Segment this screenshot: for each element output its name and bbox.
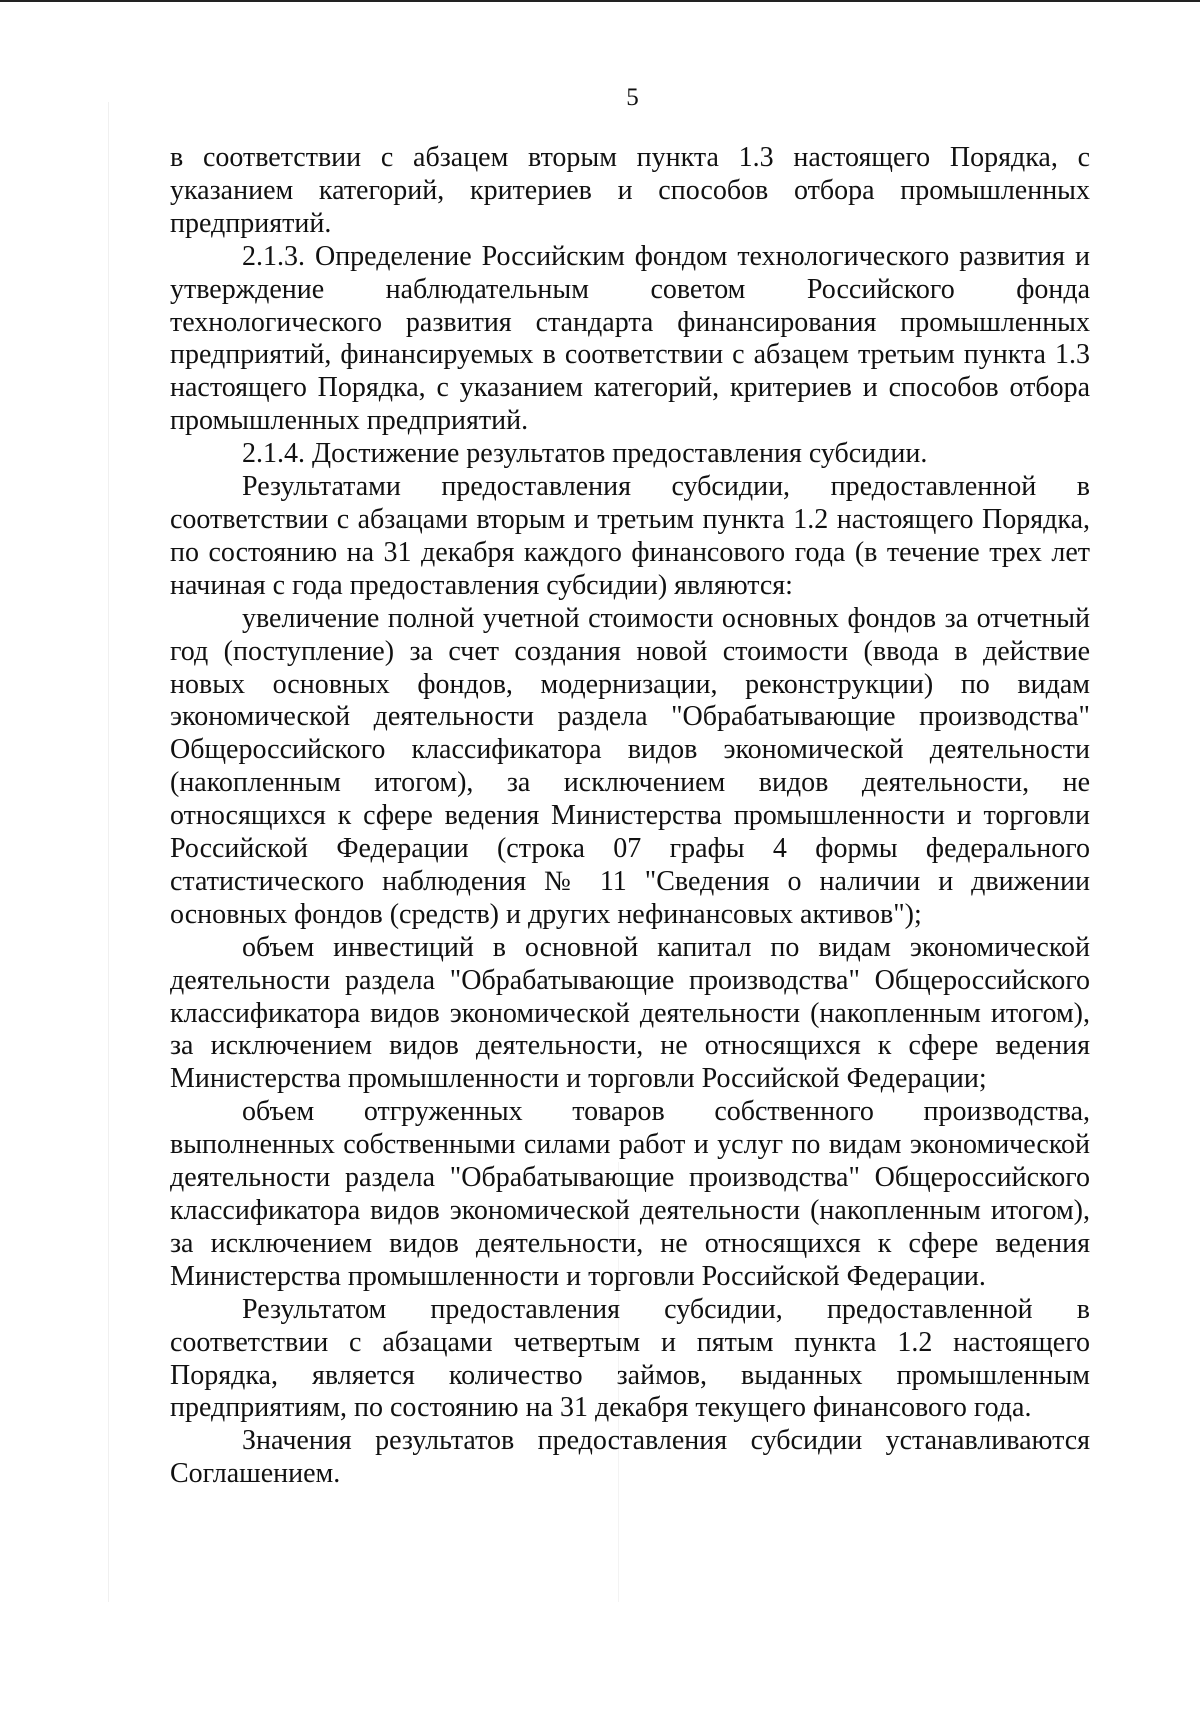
document-body xyxy=(170,142,1090,1491)
paragraph: Результатом предоставления субсидии, предоставленной в соответствии с абзацами четвертым и пятым пункта 1.2 настоящего Порядка, является количество займов, выданных промышленным предприятиям, по состоянию на 31 декабря текущего финансового года. xyxy=(170,1293,1090,1424)
page-number: 5 xyxy=(626,84,639,111)
paragraph: Результатами предоставления субсидии, предоставленной в соответствии с абзацами вторым и третьим пункта 1.2 настоящего Порядка, по состоянию на 31 декабря каждого финансового года (в течение трех лет начиная с года предоставления субсидии) являются: xyxy=(170,471,1090,601)
paragraph: объем отгруженных товаров собственного производства, выполненных собственными силами работ и услуг по видам экономической деятельности раздела "Обрабатывающие производства" Общероссийского классификатора видов экономической деятельности (накопленным итогом), за исключением видов деятельности, не относящихся к сфере ведения Министерства промышленности и торговли Российской Федерации. xyxy=(170,1096,1090,1292)
paragraph: в соответствии с абзацем вторым пункта 1.3 настоящего Порядка, с указанием категорий, критериев и способов отбора промышленных предприятий. xyxy=(170,142,1090,239)
paragraph: объем инвестиций в основной капитал по видам экономической деятельности раздела "Обрабатывающие производства" Общероссийского классификатора видов экономической деятельности (накопленным итогом), за исключением видов деятельности, не относящихся к сфере ведения Министерства промышленности и торговли Российской Федерации; xyxy=(170,931,1090,1095)
scan-artifact-line xyxy=(108,102,109,1602)
paragraph: 2.1.3. Определение Российским фондом технологического развития и утверждение наблюдательным советом Российского фонда технологического развития стандарта финансирования промышленных предприятий, финансируемых в соответствии с абзацем третьим пункта 1.3 настоящего Порядка, с указанием категорий, критериев и способов отбора промышленных предприятий. xyxy=(170,240,1090,437)
paragraph: увеличение полной учетной стоимости основных фондов за отчетный год (поступление) за счет создания новой стоимости (ввода в действие новых основных фондов, модернизации, реконструкции) по видам экономической деятельности раздела "Обрабатывающие производства" Общероссийского классификатора видов экономической деятельности (накопленным итогом), за исключением видов деятельности, не относящихся к сфере ведения Министерства промышленности и торговли Российской Федерации (строка 07 графы 4 формы федерального статистического наблюдения № 11 "Сведения о наличии и движении основных фондов (средств) и других нефинансовых активов"); xyxy=(170,602,1090,930)
paragraph: Значения результатов предоставления субсидии устанавливаются Соглашением. xyxy=(170,1425,1090,1490)
paragraph: 2.1.4. Достижение результатов предоставления субсидии. xyxy=(242,438,928,470)
